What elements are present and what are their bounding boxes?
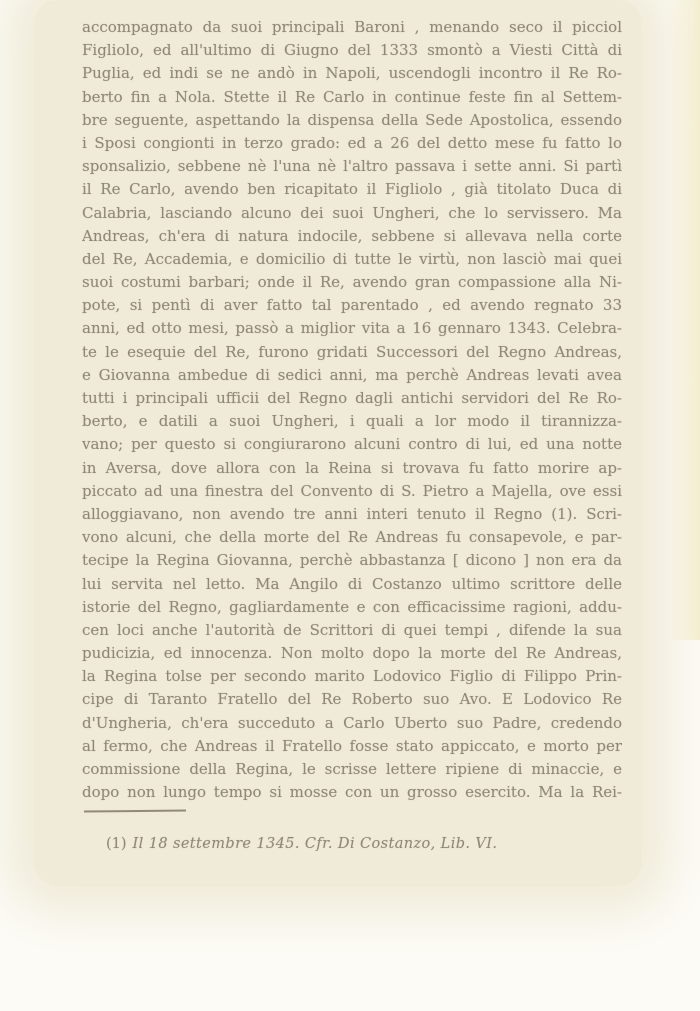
text-line: bre seguente, aspettando la dispensa della Sede Apostolica, essendo [82, 110, 622, 129]
footnote-separator-rule [84, 809, 186, 812]
text-line: commissione della Regina, le scrisse lettere ripiene di minaccie, e [82, 760, 622, 778]
text-line: vano; per questo si congiurarono alcuni contro di lui, ed una notte [82, 435, 622, 454]
text-line: e Giovanna ambedue di sedici anni, ma perchè Andreas levati avea [82, 365, 622, 384]
text-line: alloggiavano, non avendo tre anni interi tenuto il Regno (1). Scri- [82, 504, 622, 523]
text-line: vono alcuni, che della morte del Re Andreas fu consapevole, e par- [82, 528, 622, 547]
text-line: Figliolo, ed all'ultimo di Giugno del 1333 smontò a Viesti Città di [82, 41, 622, 60]
text-line: berto, e datili a suoi Ungheri, i quali a lor modo il tirannizza- [82, 412, 622, 431]
text-line: d'Ungheria, ch'era succeduto a Carlo Uberto suo Padre, credendo [82, 713, 622, 732]
text-line: Puglia, ed indi se ne andò in Napoli, uscendogli incontro il Re Ro- [82, 64, 622, 83]
text-line: accompagnato da suoi principali Baroni , menando seco il picciol [82, 18, 622, 36]
text-line: cen loci anche l'autorità de Scrittori di quei tempi , difende la sua [82, 620, 622, 639]
text-line: tecipe la Regina Giovanna, perchè abbastanza [ dicono ] non era da [82, 551, 622, 570]
footnote [82, 810, 622, 854]
text-line: tutti i principali ufficii del Regno dagli antichi servidori del Re Ro- [82, 389, 622, 407]
text-line: cipe di Taranto Fratello del Re Roberto suo Avo. E Lodovico Re [82, 690, 622, 709]
text-line: Calabria, lasciando alcuno dei suoi Ungheri, che lo servissero. Ma [82, 203, 622, 222]
footnote-body: Il 18 settembre 1345. Cfr. Di Costanzo, Lib. VI. [132, 836, 498, 852]
page-edge-shading [666, 0, 700, 640]
text-line: i Sposi congionti in terzo grado: ed a 26 del detto mese fu fatto lo [82, 133, 622, 152]
text-line: piccato ad una finestra del Convento di S. Pietro a Majella, ove essi [82, 481, 622, 500]
text-line: suoi costumi barbari; onde il Re, avendo gran compassione alla Ni- [82, 273, 622, 292]
text-line: dopo non lungo tempo si mosse con un grosso esercito. Ma la Rei- [82, 783, 622, 802]
text-line: la Regina tolse per secondo marito Lodovico Figlio di Filippo Prin- [82, 667, 622, 686]
text-line: al fermo, che Andreas il Fratello fosse stato appiccato, e morto per [82, 736, 622, 755]
text-line: berto fin a Nola. Stette il Re Carlo in continue feste fin al Settem- [82, 87, 622, 106]
footnote-marker: (1) [106, 836, 127, 852]
text-line: sponsalizio, sebbene nè l'una nè l'altro passava i sette anni. Si partì [82, 157, 622, 176]
text-line: il Re Carlo, avendo ben ricapitato il Figliolo , già titolato Duca di [82, 180, 622, 199]
text-line: Andreas, ch'era di natura indocile, sebbene si allevava nella corte [82, 226, 622, 245]
text-line: pudicizia, ed innocenza. Non molto dopo la morte del Re Andreas, [82, 644, 622, 663]
body-text [82, 16, 622, 804]
text-line: istorie del Regno, gagliardamente e con efficacissime ragioni, addu- [82, 597, 622, 616]
footnote-text [106, 834, 622, 854]
text-line: del Re, Accademia, e domicilio di tutte le virtù, non lasciò mai quei [82, 249, 622, 268]
text-line: lui servita nel letto. Ma Angilo di Costanzo ultimo scrittore delle [82, 574, 622, 593]
text-line: pote, si pentì di aver fatto tal parentado , ed avendo regnato 33 [82, 296, 622, 315]
text-line: in Aversa, dove allora con la Reina si trovava fu fatto morire ap- [82, 458, 622, 477]
text-line: te le esequie del Re, furono gridati Successori del Regno Andreas, [82, 342, 622, 361]
text-line: anni, ed otto mesi, passò a miglior vita a 16 gennaro 1343. Celebra- [82, 319, 622, 338]
